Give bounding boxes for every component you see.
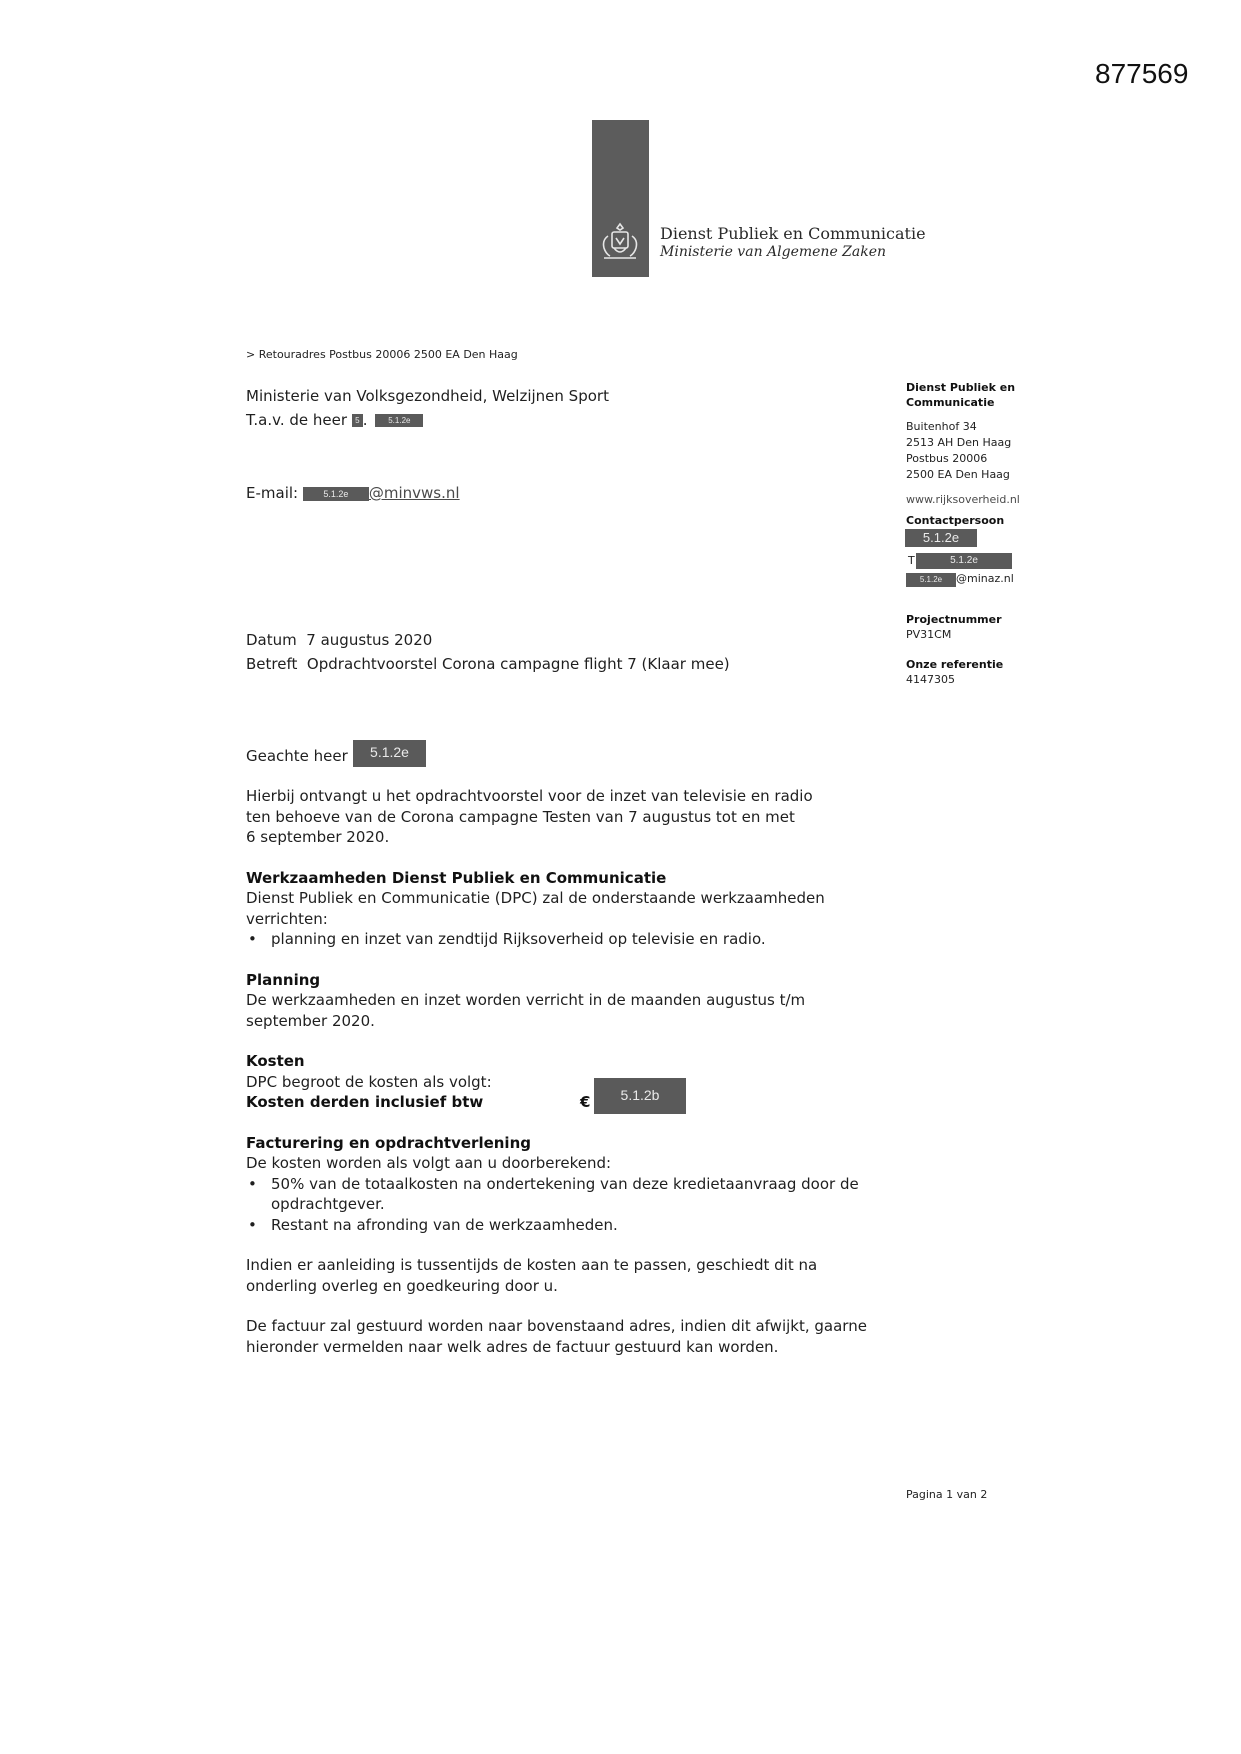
date-line — [246, 630, 432, 651]
subject-label: Betreft — [246, 655, 298, 673]
sender-org-line1: Dienst Publiek en — [906, 381, 1016, 394]
sender-postbus: Postbus 20006 — [906, 452, 988, 465]
factuur-line-2: hieronder vermelden naar welk adres de factuur gestuurd kan worden. — [246, 1337, 779, 1356]
intro-line-3: 6 september 2020. — [246, 828, 390, 846]
website-link[interactable]: www.rijksoverheid.nl — [906, 493, 1020, 506]
redaction-block: 5.1.2b — [594, 1078, 686, 1114]
redaction-block: 5.1.2e — [353, 740, 426, 767]
sender-postcode-city: 2513 AH Den Haag — [906, 436, 1012, 449]
kosten-row-label: Kosten derden inclusief btw — [246, 1093, 484, 1111]
redaction-block: 5 — [352, 414, 363, 427]
list-item: • Restant na afronding van de werkzaamheden. — [246, 1215, 926, 1236]
reference-label: Onze referentie — [906, 658, 1004, 671]
contact-phone-prefix: T — [908, 554, 915, 567]
coat-of-arms-icon — [598, 220, 643, 264]
planning-line-1: De werkzaamheden en inzet worden verricht in de maanden augustus t/m — [246, 991, 806, 1009]
contact-heading: Contactpersoon — [906, 514, 1005, 527]
werkzaamheden-line-2: verrichten: — [246, 909, 328, 928]
kosten-heading: Kosten — [246, 1052, 305, 1070]
logo-ministry-name: Ministerie van Algemene Zaken — [660, 244, 887, 260]
logo-department-name: Dienst Publiek en Communicatie — [660, 224, 926, 243]
sender-postbus-city: 2500 EA Den Haag — [906, 468, 1010, 481]
facturering-list — [246, 1174, 926, 1236]
intro-line-2: ten behoeve van de Corona campagne Testen van 7 augustus tot en met — [246, 807, 795, 826]
redaction-block: 5.1.2e — [375, 414, 423, 427]
return-address: > Retouradres Postbus 20006 2500 EA Den Haag — [246, 348, 518, 361]
recipient-attn: T.a.v. de heer 5 . 5.1.2e — [246, 410, 423, 431]
kosten-line: DPC begroot de kosten als volgt: — [246, 1072, 492, 1091]
reference-value: 4147305 — [906, 673, 955, 686]
sender-street: Buitenhof 34 — [906, 420, 977, 433]
sender-org-line2: Communicatie — [906, 396, 995, 409]
recipient-email — [246, 483, 460, 504]
redaction-block: 5.1.2e — [303, 487, 369, 501]
page-number: Pagina 1 van 2 — [906, 1488, 988, 1501]
list-item: • planning en inzet van zendtijd Rijksoverheid op televisie en radio. — [246, 929, 926, 950]
date-label: Datum — [246, 631, 297, 649]
rijksoverheid-logo-bar — [592, 120, 649, 277]
kosten-row — [246, 1087, 926, 1113]
project-value: PV31CM — [906, 628, 952, 641]
werkzaamheden-heading: Werkzaamheden Dienst Publiek en Communicatie — [246, 868, 667, 887]
document-number: 877569 — [1095, 58, 1189, 89]
project-info — [906, 612, 1076, 688]
kosten-currency: € — [580, 1093, 591, 1111]
date-value: 7 augustus 2020 — [306, 631, 433, 649]
bullet1-line-2: opdrachtgever. — [271, 1195, 385, 1213]
salutation: Geachte heer — [246, 747, 348, 765]
letter-body — [246, 786, 926, 1357]
facturering-line: De kosten worden als volgt aan u doorberekend: — [246, 1154, 612, 1172]
redaction-block: 5.1.2e — [916, 553, 1012, 569]
subject-line — [246, 654, 730, 675]
aanleiding-line-1: Indien er aanleiding is tussentijds de kosten aan te passen, geschiedt dit na — [246, 1256, 818, 1274]
planning-heading: Planning — [246, 970, 321, 989]
bullet1-line-1: • 50% van de totaalkosten na ondertekening van deze kredietaanvraag door de — [271, 1174, 859, 1193]
list-item — [246, 1174, 926, 1215]
subject-value: Opdrachtvoorstel Corona campagne flight 7 (Klaar mee) — [306, 655, 730, 673]
factuur-line-1: De factuur zal gestuurd worden naar bovenstaand adres, indien dit afwijkt, gaarne — [246, 1317, 867, 1335]
project-label: Projectnummer — [906, 613, 1002, 626]
werkzaamheden-list — [246, 929, 926, 950]
aanleiding-line-2: onderling overleg en goedkeuring door u. — [246, 1276, 558, 1295]
facturering-heading: Facturering en opdrachtverlening — [246, 1133, 531, 1152]
werkzaamheden-line-1: Dienst Publiek en Communicatie (DPC) zal de onderstaande werkzaamheden — [246, 889, 825, 907]
recipient-attn-prefix: T.a.v. de heer — [246, 411, 348, 429]
email-domain-link[interactable]: @minvws.nl — [368, 484, 460, 502]
redaction-block: 5.1.2e — [906, 573, 956, 587]
sender-sidebar — [906, 380, 1076, 528]
contact-email-domain: @minaz.nl — [956, 572, 1014, 585]
recipient-organization: Ministerie van Volksgezondheid, Welzijnen Sport — [246, 387, 609, 405]
email-label: E-mail: — [246, 484, 299, 502]
planning-line-2: september 2020. — [246, 1011, 375, 1030]
intro-line-1: Hierbij ontvangt u het opdrachtvoorstel voor de inzet van televisie en radio — [246, 787, 813, 805]
redaction-block: 5.1.2e — [905, 529, 977, 547]
